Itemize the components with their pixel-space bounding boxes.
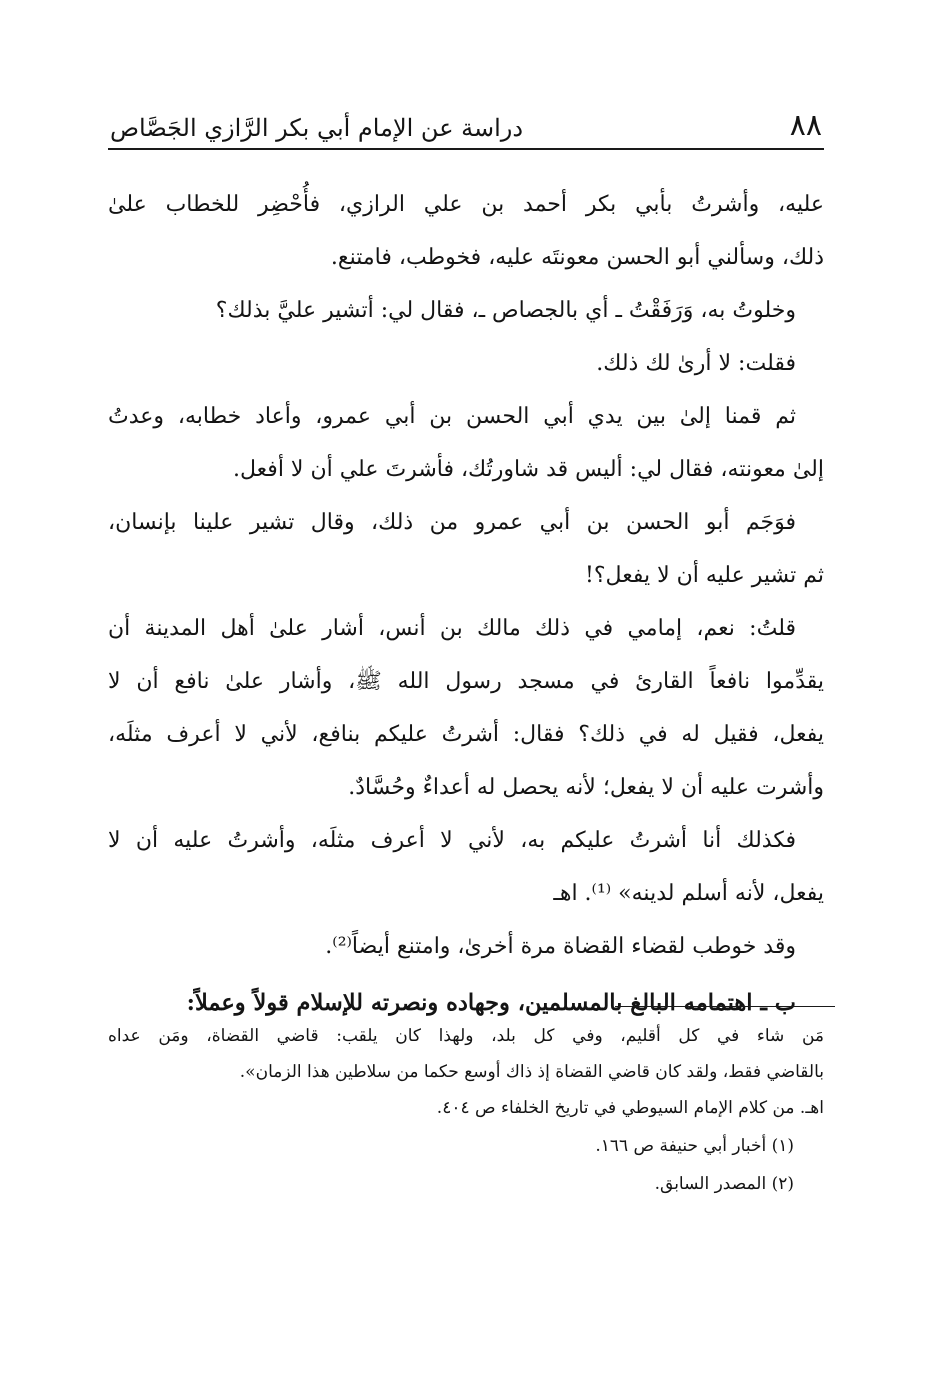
body-line: فوَجَم أبو الحسن بن أبي عمرو من ذلك، وقال تشير علينا بإنسان، bbox=[108, 510, 796, 535]
body-line: قلتُ: نعم، إمامي في ذلك مالك بن أنس، أشار علىٰ أهل المدينة أن bbox=[108, 616, 796, 641]
body-line: يفعل، فقيل له في ذلك؟ فقال: أشرتُ عليكم بنافع، لأني لا أعرف مثلَه، bbox=[108, 722, 824, 747]
body-line: وخلوتُ به، وَرَفَقْتُ ـ أي بالجصاص ـ، فقال لي: أتشير عليَّ بذلك؟ bbox=[215, 298, 796, 323]
footnote-1: (١) أخبار أبي حنيفة ص ١٦٦. bbox=[595, 1136, 794, 1156]
body-line: ذلك، وسألني أبو الحسن معونتَه عليه، فخوطب، فامتنع. bbox=[330, 245, 824, 270]
body-line: ثم تشير عليه أن لا يفعل؟! bbox=[585, 563, 824, 588]
body-line: يفعل، لأنه أسلم لدينه» ⁽¹⁾. اهـ bbox=[553, 881, 824, 906]
footnote-line: اهـ. من كلام الإمام السيوطي في تاريخ الخلفاء ص ٤٠٤. bbox=[436, 1098, 824, 1118]
body-line: فكذلك أنا أشرتُ عليكم به، لأني لا أعرف مثلَه، وأشرتُ عليه أن لا bbox=[108, 828, 796, 853]
body-line: ثم قمنا إلىٰ بين يدي أبي الحسن بن أبي عمرو، وأعاد خطابه، وعدتُ bbox=[108, 404, 796, 429]
footnote-line: مَن شاء في كل أقليم، وفي كل بلد، ولهذا كان يلقب: قاضي القضاة، ومَن عداه bbox=[108, 1026, 824, 1046]
main-text bbox=[108, 178, 824, 1030]
body-line: إلىٰ معونته، فقال لي: أليس قد شاورتُك، فأشرتَ علي أن لا أفعل. bbox=[233, 457, 824, 482]
body-line: وقد خوطب لقضاء القضاة مرة أخرىٰ، وامتنع أيضاً⁽²⁾. bbox=[325, 934, 796, 959]
footnote-rule bbox=[615, 1006, 835, 1007]
section-heading: ب ـ اهتمامه البالغ بالمسلمين، وجهاده ونصرته للإسلام قولاً وعملاً: bbox=[186, 990, 796, 1016]
page-number: ٨٨ bbox=[789, 108, 822, 143]
body-line: فقلت: لا أرىٰ لك ذلك. bbox=[596, 351, 796, 376]
page-header bbox=[108, 102, 824, 148]
header-rule bbox=[108, 148, 824, 150]
footnote-2: (٢) المصدر السابق. bbox=[654, 1174, 794, 1194]
running-title: دراسة عن الإمام أبي بكر الرَّازي الجَصَّاص bbox=[110, 114, 524, 142]
footnotes bbox=[108, 1018, 824, 1202]
footnote-line: بالقاضي فقط، ولقد كان قاضي القضاة إذ ذاك أوسع حكما من سلاطين هذا الزمان». bbox=[239, 1062, 824, 1082]
body-line: وأشرت عليه أن لا يفعل؛ لأنه يحصل له أعداءٌ وحُسَّادٌ. bbox=[348, 775, 824, 800]
body-line: يقدِّموا نافعاً القارئ في مسجد رسول الله ﷺ، وأشار علىٰ نافع أن لا bbox=[108, 669, 824, 694]
body-line: عليه، وأشرتُ بأبي بكر أحمد بن علي الرازي، فأُحْضِر للخطاب علىٰ bbox=[108, 192, 824, 217]
